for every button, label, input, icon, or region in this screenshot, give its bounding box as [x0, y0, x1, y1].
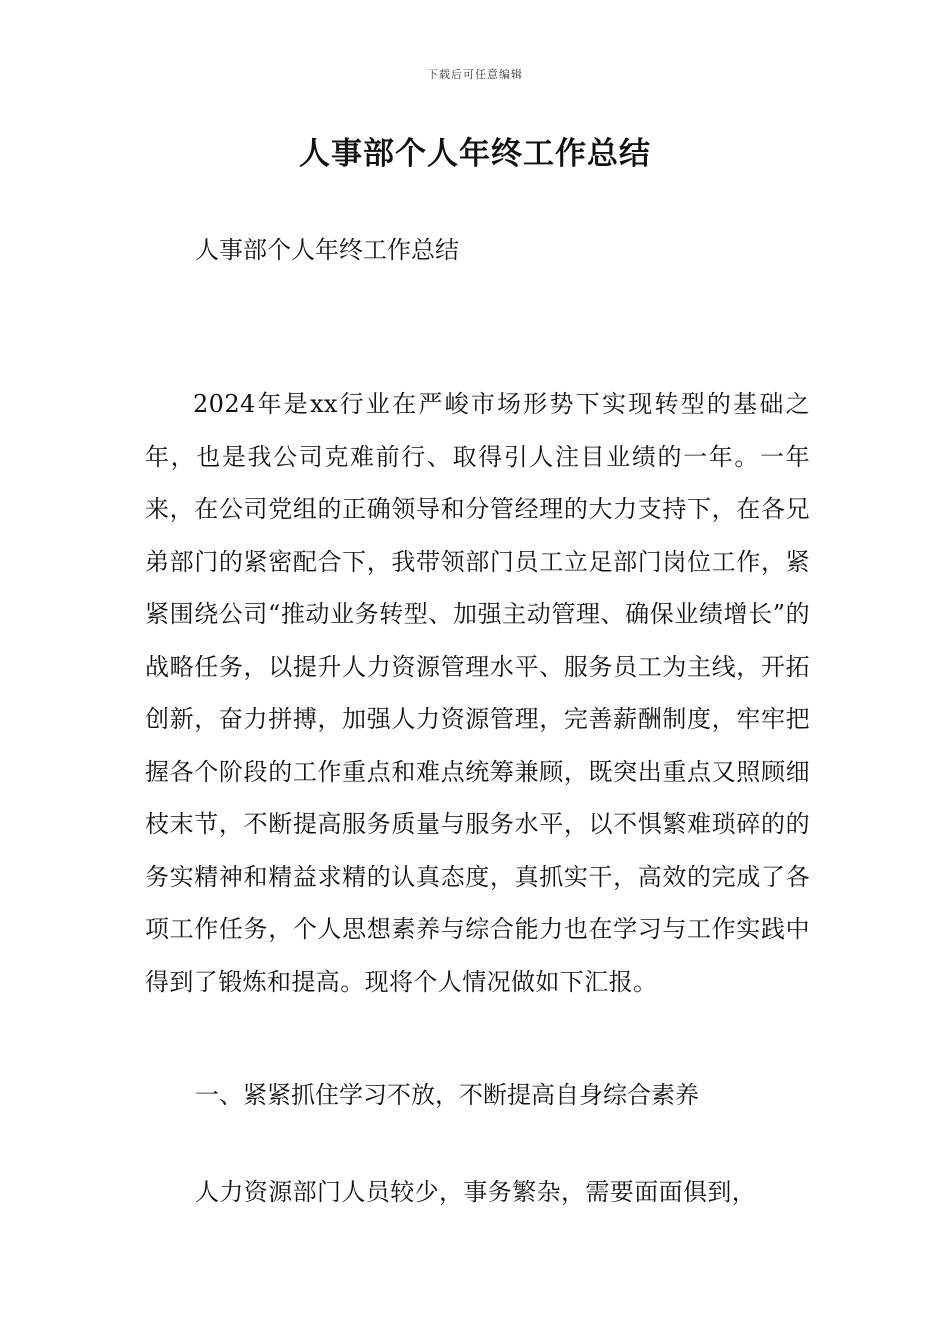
- header-note: 下载后可任意编辑: [427, 68, 523, 81]
- document-subtitle: 人事部个人年终工作总结: [195, 236, 459, 264]
- intro-paragraph: 2024年是xx行业在严峻市场形势下实现转型的基础之年，也是我公司克难前行、取得引人注目业绩的一年。一年来，在公司党组的正确领导和分管经理的大力支持下，在各兄弟部门的紧密配合下，我带领部门员工立足部门岗位工作，紧紧围绕公司“推动业务转型、加强主动管理、确保业绩增长”的战略任务，以提升人力资源管理水平、服务员工为主线，开拓创新，奋力拼搏，加强人力资源管理，完善薪酬制度，牢牢把握各个阶段的工作重点和难点统筹兼顾，既突出重点又照顾细枝末节，不断提高服务质量与服务水平，以不惧繁难琐碎的的务实精神和精益求精的认真态度，真抓实干，高效的完成了各项工作任务，个人思想素养与综合能力也在学习与工作实践中得到了锻炼和提高。现将个人情况做如下汇报。: [145, 390, 810, 996]
- section-heading: 一、紧紧抓住学习不放，不断提高自身综合素养: [195, 1081, 699, 1109]
- section-paragraph: 人力资源部门人员较少，事务繁杂，需要面面俱到，: [195, 1178, 757, 1206]
- document-title: 人事部个人年终工作总结: [299, 136, 651, 172]
